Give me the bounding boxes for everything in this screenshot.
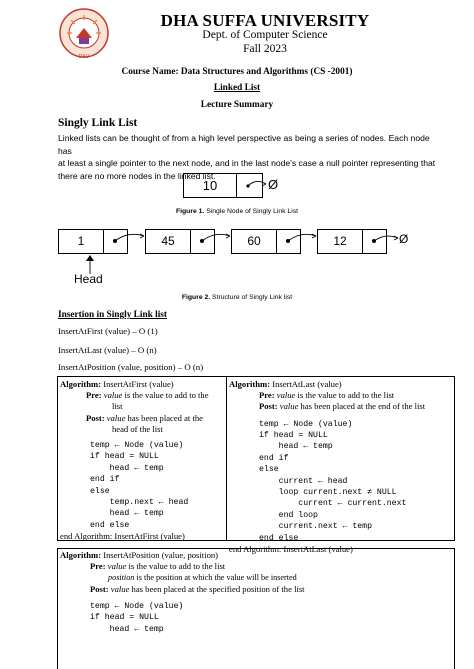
node-divider (236, 174, 237, 197)
op-insert-last: InsertAtLast (value) – O (n) (58, 345, 157, 355)
node-value: 60 (247, 234, 261, 248)
section-title: Singly Link List (58, 117, 138, 129)
node-value: 12 (333, 234, 347, 248)
section-paragraph: Linked lists can be thought of from a high level perspective as being a series of nodes. Each node has at least a single pointer to the next node, and in the last node's case a null pointer representing that there are no more nodes in the linked list. (58, 133, 436, 181)
svg-text:DSU: DSU (78, 54, 90, 60)
node-value: 1 (77, 234, 85, 248)
op-insert-first: InsertAtFirst (value) – O (1) (58, 326, 158, 336)
university-name: DHA SUFFA UNIVERSITY (160, 11, 370, 30)
figure2-caption: Figure 2. Structure of Singly Link list (181, 294, 293, 301)
algo-insert-position: Algorithm: InsertAtPosition (value, position) Pre: value is the value to add to the list position is the position at which the value will be inserted Post: value has been placed at the specified position of the list temp ← Node (value) if head = NULL head ← temp (60, 550, 305, 634)
department: Dept. of Computer Science (202, 29, 328, 41)
algo-divider (226, 377, 227, 540)
node-value: 10 (202, 178, 218, 193)
course-name: Course Name: Data Structures and Algorithms (CS -2001) (121, 67, 353, 77)
head-pointer-arrow (83, 254, 97, 274)
insertion-heading: Insertion in Singly Link list (58, 310, 168, 320)
term: Fall 2023 (243, 43, 287, 55)
op-insert-position: InsertAtPosition (value, position) – O (n) (58, 362, 204, 372)
algo-insert-first: Algorithm: InsertAtFirst (value) Pre: value is the value to add to the list Post: value has been placed at the head of the list temp ← Node (value) if head = NULL head ← temp end if else temp.next ← head head ← temp end else end Algorithm: InsertAtFirst (value) (60, 379, 209, 542)
figure1-caption: Figure 1. Single Node of Singly Link List (175, 208, 299, 215)
algo-insert-last: Algorithm: InsertAtLast (value) Pre: value is the value to add to the list Post: value has been placed at the end of the list temp ← Node (value) if head = NULL head ← temp end if else current ← head loop current.next ≠ NULL current ← current.next end loop current.next ← temp end else end Algorithm: InsertAtLast (value) (229, 379, 426, 555)
null-symbol: Ø (399, 232, 409, 246)
topic-title: Linked List (213, 83, 261, 93)
node-value: 45 (161, 234, 175, 248)
lecture-summary: Lecture Summary (200, 100, 274, 110)
null-symbol: Ø (268, 177, 279, 192)
figure1-arrow (240, 176, 290, 196)
university-logo (58, 6, 110, 64)
head-label: Head (74, 272, 103, 286)
